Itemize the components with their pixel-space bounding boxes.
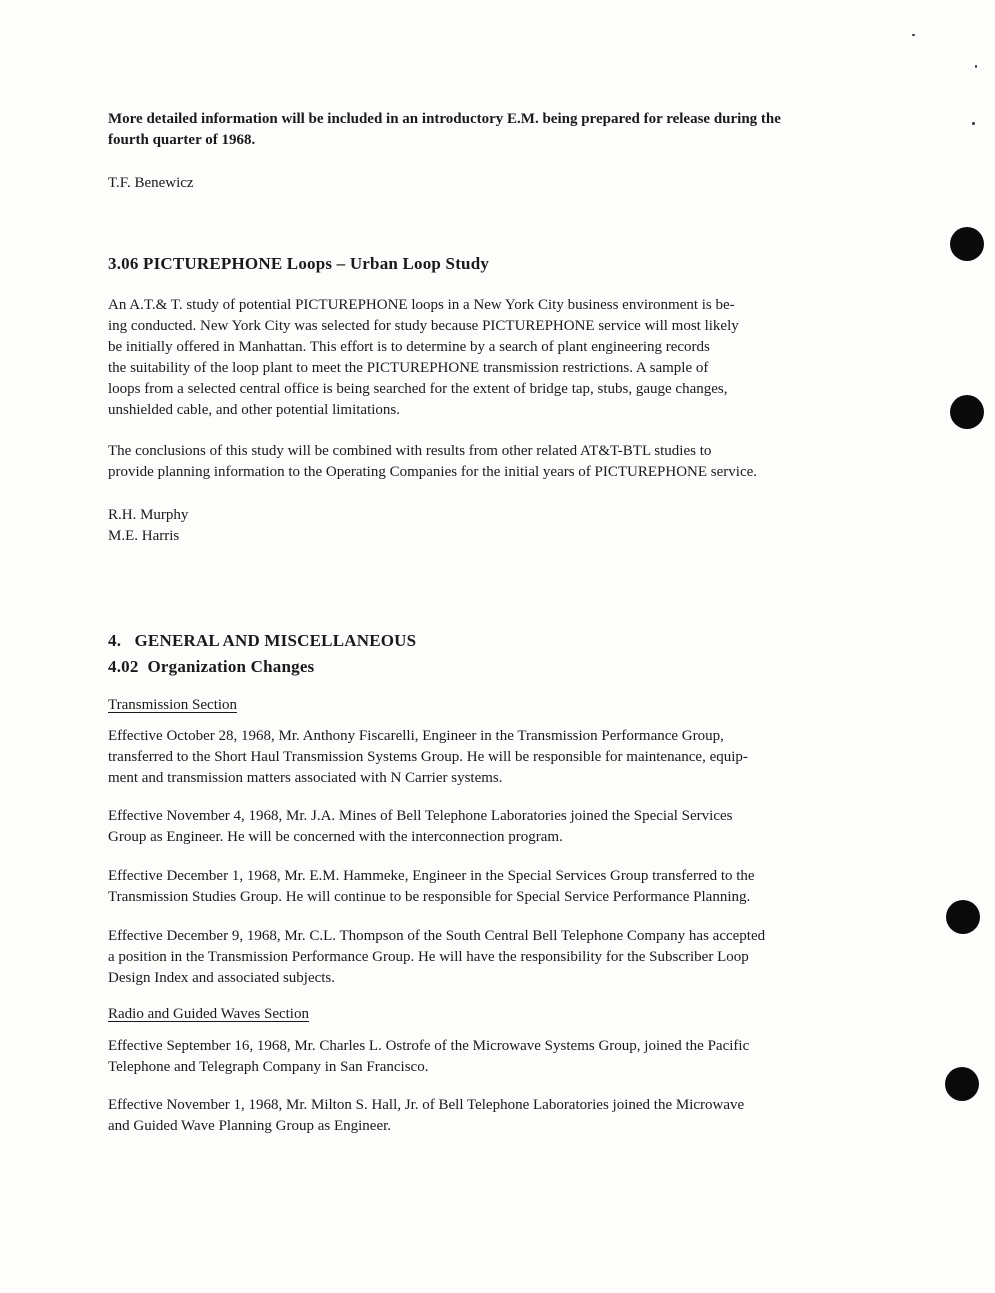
section-306-paragraph-1 (108, 295, 898, 421)
text-line: transferred to the Short Haul Transmission Systems Group. He will be responsible for maintenance, equip- (108, 749, 748, 765)
text-line: loops from a selected central office is being searched for the extent of bridge tap, stubs, gauge changes, (108, 381, 728, 397)
scan-speck (975, 65, 977, 68)
text-line: Effective December 1, 1968, Mr. E.M. Hammeke, Engineer in the Special Services Group transferred to the (108, 868, 755, 884)
text-line: Effective November 4, 1968, Mr. J.A. Mines of Bell Telephone Laboratories joined the Special Services (108, 808, 733, 824)
text-line: and Guided Wave Planning Group as Engineer. (108, 1118, 392, 1134)
punch-hole-4 (945, 1067, 979, 1101)
transmission-paragraph (108, 926, 898, 989)
scan-speck (912, 34, 915, 36)
punch-hole-1 (950, 227, 984, 261)
text-line: Effective December 9, 1968, Mr. C.L. Thompson of the South Central Bell Telephone Company has accepted (108, 928, 766, 944)
text-line: Group as Engineer. He will be concerned with the interconnection program. (108, 829, 563, 845)
transmission-paragraph (108, 866, 898, 908)
text-line: More detailed information will be included in an introductory E.M. being prepared for release during the (108, 111, 781, 127)
radio-paragraph (108, 1095, 898, 1137)
text-line: Telephone and Telegraph Company in San Francisco. (108, 1059, 429, 1075)
intro-paragraph (108, 109, 898, 151)
transmission-paragraph (108, 726, 898, 789)
punch-hole-2 (950, 395, 984, 429)
transmission-section-label: Transmission Section (108, 697, 238, 713)
text-line: the suitability of the loop plant to meet the PICTUREPHONE transmission restrictions. A sample of (108, 360, 709, 376)
text-line: Effective October 28, 1968, Mr. Anthony Fiscarelli, Engineer in the Transmission Performance Group, (108, 728, 724, 744)
author-name: M.E. Harris (108, 528, 180, 544)
section-306-paragraph-2 (108, 441, 898, 483)
punch-hole-3 (946, 900, 980, 934)
text-line: Transmission Studies Group. He will continue to be responsible for Special Service Performance Planning. (108, 889, 751, 905)
text-line: Design Index and associated subjects. (108, 970, 336, 986)
radio-section-label: Radio and Guided Waves Section (108, 1006, 309, 1022)
section-306-heading: 3.06 PICTUREPHONE Loops – Urban Loop Study (108, 254, 490, 273)
text-line: Effective November 1, 1968, Mr. Milton S. Hall, Jr. of Bell Telephone Laboratories joined the Microwave (108, 1097, 745, 1113)
text-line: a position in the Transmission Performance Group. He will have the responsibility for the Subscriber Loop (108, 949, 749, 965)
text-line: ment and transmission matters associated with N Carrier systems. (108, 770, 503, 786)
transmission-paragraph (108, 806, 898, 848)
author-name: R.H. Murphy (108, 507, 189, 523)
text-line: fourth quarter of 1968. (108, 132, 256, 148)
intro-author: T.F. Benewicz (108, 175, 194, 191)
text-line: The conclusions of this study will be combined with results from other related AT&T-BTL studies to (108, 443, 712, 459)
text-line: An A.T.& T. study of potential PICTUREPHONE loops in a New York City business environment is be- (108, 297, 735, 313)
scan-speck (972, 122, 975, 125)
text-line: ing conducted. New York City was selected for study because PICTUREPHONE service will most likely (108, 318, 739, 334)
section-306-authors (108, 505, 898, 547)
radio-paragraph (108, 1036, 898, 1078)
text-line: unshielded cable, and other potential limitations. (108, 402, 401, 418)
text-line: provide planning information to the Operating Companies for the initial years of PICTUREPHONE service. (108, 464, 758, 480)
section-4-heading: 4. GENERAL AND MISCELLANEOUS (108, 631, 417, 650)
section-402-heading: 4.02 Organization Changes (108, 657, 315, 676)
text-line: Effective September 16, 1968, Mr. Charles L. Ostrofe of the Microwave Systems Group, joined the Pacific (108, 1038, 750, 1054)
text-line: be initially offered in Manhattan. This effort is to determine by a search of plant engineering records (108, 339, 710, 355)
